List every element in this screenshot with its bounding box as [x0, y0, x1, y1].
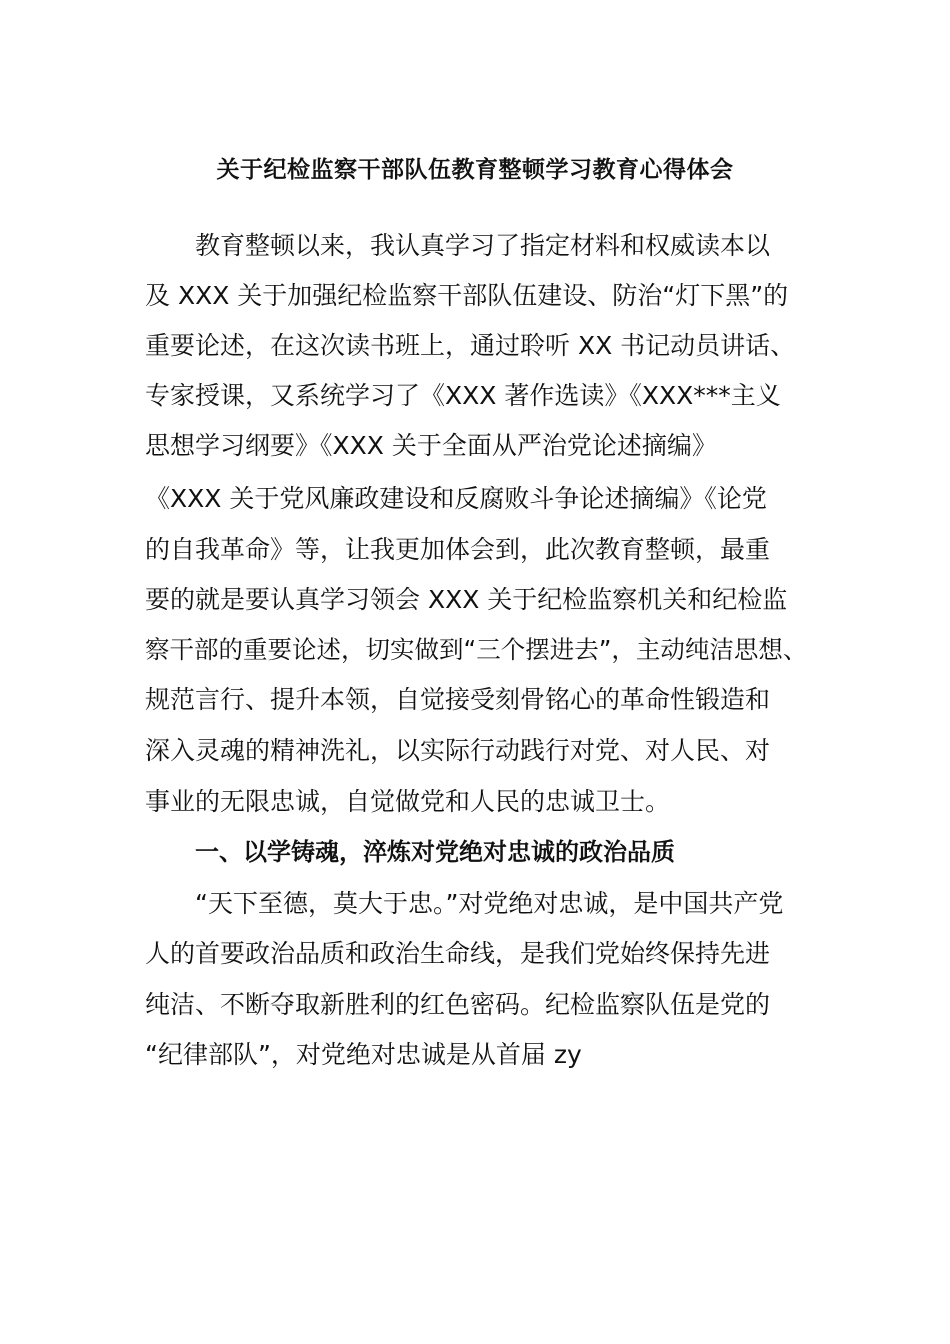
paragraph-line: 重要论述，在这次读书班上，通过聆听 XX 书记动员讲话、	[145, 331, 796, 360]
paragraph-line: 规范言行、提升本领，自觉接受刻骨铭心的革命性锻造和	[145, 685, 771, 714]
paragraph-line: 深入灵魂的精神洗礼，以实际行动践行对党、对人民、对	[145, 736, 771, 765]
paragraph-line: 教育整顿以来，我认真学习了指定材料和权威读本以	[195, 231, 771, 260]
paragraph-line: 专家授课，又系统学习了《XXX 著作选读》《XXX***主义	[145, 381, 781, 410]
paragraph-line: 人的首要政治品质和政治生命线，是我们党始终保持先进	[145, 939, 771, 968]
document-title: 关于纪检监察干部队伍教育整顿学习教育心得体会	[216, 157, 734, 183]
paragraph-line: 及 XXX 关于加强纪检监察干部队伍建设、防治“灯下黑”的	[145, 281, 789, 310]
paragraph-line: 思想学习纲要》《XXX 关于全面从严治党论述摘编》	[145, 431, 717, 460]
paragraph-line: 《XXX 关于党风廉政建设和反腐败斗争论述摘编》《论党	[145, 484, 767, 513]
paragraph-line: “天下至德，莫大于忠。”对党绝对忠诚，是中国共产党	[195, 889, 784, 918]
paragraph-line: “纪律部队”，对党绝对忠诚是从首届 zy	[145, 1040, 582, 1069]
paragraph-line: 的自我革命》等，让我更加体会到，此次教育整顿，最重	[145, 535, 771, 564]
section-heading: 一、以学铸魂，淬炼对党绝对忠诚的政治品质	[195, 838, 675, 866]
paragraph-line: 察干部的重要论述，切实做到“三个摆进去”，主动纯洁思想、	[145, 635, 808, 664]
paragraph-line: 事业的无限忠诚，自觉做党和人民的忠诚卫士。	[145, 787, 671, 816]
paragraph-line: 纯洁、不断夺取新胜利的红色密码。纪检监察队伍是党的	[145, 990, 771, 1019]
paragraph-line: 要的就是要认真学习领会 XXX 关于纪检监察机关和纪检监	[145, 585, 788, 614]
